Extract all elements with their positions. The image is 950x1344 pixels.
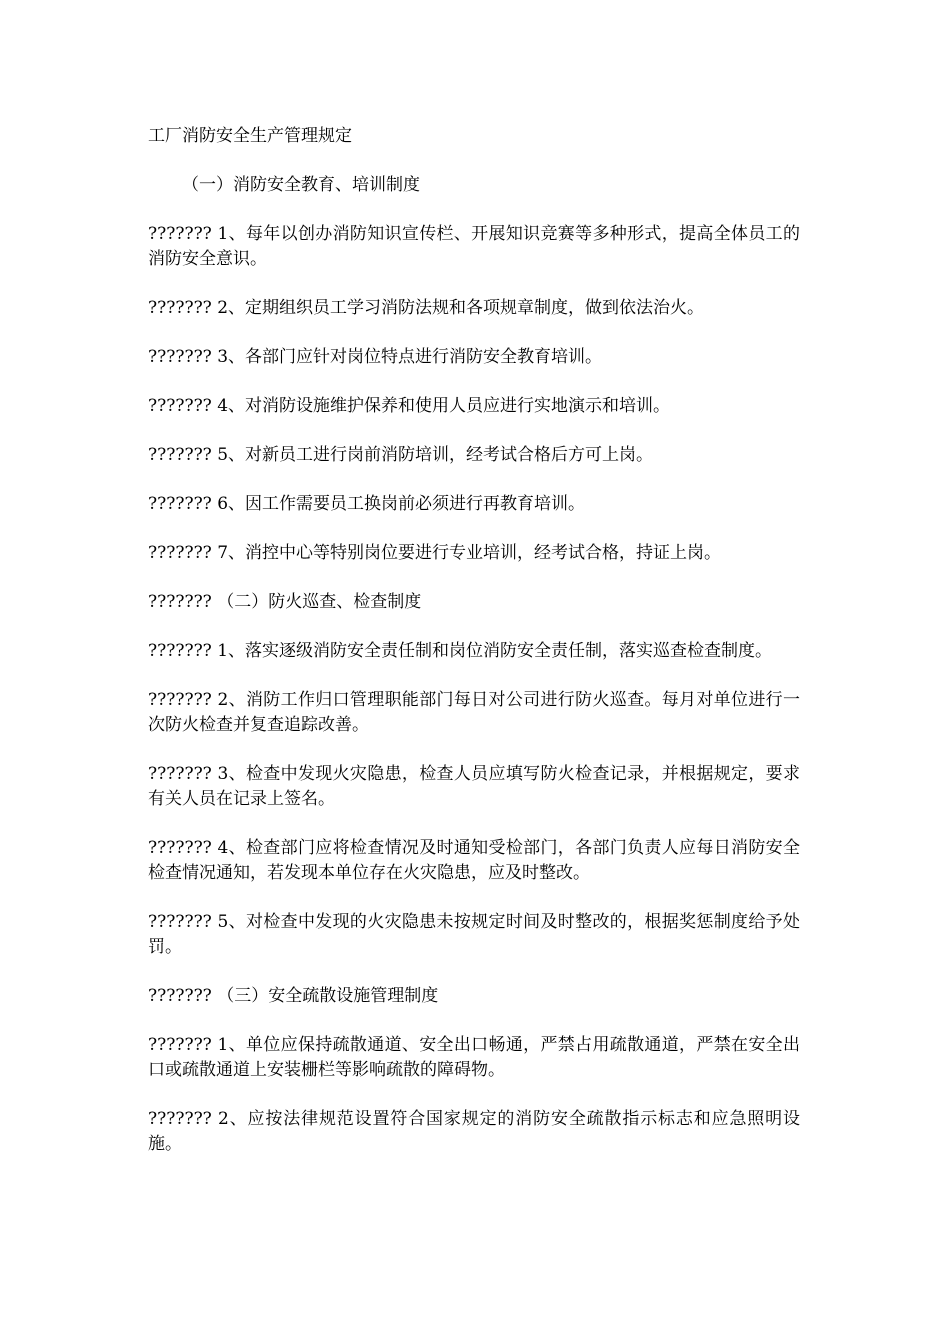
document-body — [148, 124, 800, 1181]
paragraph-s2-2: ??????? 2、消防工作归口管理职能部门每日对公司进行防火巡查。每月对单位进行一次防火检查并复查追踪改善。 — [148, 690, 800, 735]
paragraph-s3-2: ??????? 2、应按法律规范设置符合国家规定的消防安全疏散指示标志和应急照明设施。 — [148, 1109, 800, 1154]
paragraph-s1-7: ??????? 7、消控中心等特别岗位要进行专业培训，经考试合格，持证上岗。 — [148, 543, 722, 563]
paragraph-s2-3: ??????? 3、检查中发现火灾隐患，检查人员应填写防火检查记录，并根据规定，要求有关人员在记录上签名。 — [148, 764, 800, 809]
paragraph-s3-1: ??????? 1、单位应保持疏散通道、安全出口畅通，严禁占用疏散通道，严禁在安全出口或疏散通道上安装栅栏等影响疏散的障碍物。 — [148, 1035, 800, 1080]
paragraph-s1-1: ??????? 1、每年以创办消防知识宣传栏、开展知识竞赛等多种形式，提高全体员工的消防安全意识。 — [148, 224, 800, 269]
paragraph-s1-6: ??????? 6、因工作需要员工换岗前必须进行再教育培训。 — [148, 494, 586, 514]
section-heading-2: ??????? （二）防火巡查、检查制度 — [148, 592, 422, 612]
paragraph-s2-4: ??????? 4、检查部门应将检查情况及时通知受检部门，各部门负责人应每日消防安全检查情况通知，若发现本单位存在火灾隐患，应及时整改。 — [148, 838, 800, 883]
section-heading-1: （一）消防安全教育、培训制度 — [182, 175, 420, 195]
paragraph-s1-5: ??????? 5、对新员工进行岗前消防培训，经考试合格后方可上岗。 — [148, 445, 654, 465]
section-heading-3: ??????? （三）安全疏散设施管理制度 — [148, 986, 439, 1006]
paragraph-s2-1: ??????? 1、落实逐级消防安全责任制和岗位消防安全责任制，落实巡查检查制度。 — [148, 641, 773, 661]
paragraph-s1-4: ??????? 4、对消防设施维护保养和使用人员应进行实地演示和培训。 — [148, 396, 671, 416]
paragraph-s1-2: ??????? 2、定期组织员工学习消防法规和各项规章制度，做到依法治火。 — [148, 298, 705, 318]
paragraph-s2-5: ??????? 5、对检查中发现的火灾隐患未按规定时间及时整改的，根据奖惩制度给予处罚。 — [148, 912, 800, 957]
paragraph-s1-3: ??????? 3、各部门应针对岗位特点进行消防安全教育培训。 — [148, 347, 603, 367]
document-title: 工厂消防安全生产管理规定 — [148, 126, 352, 146]
